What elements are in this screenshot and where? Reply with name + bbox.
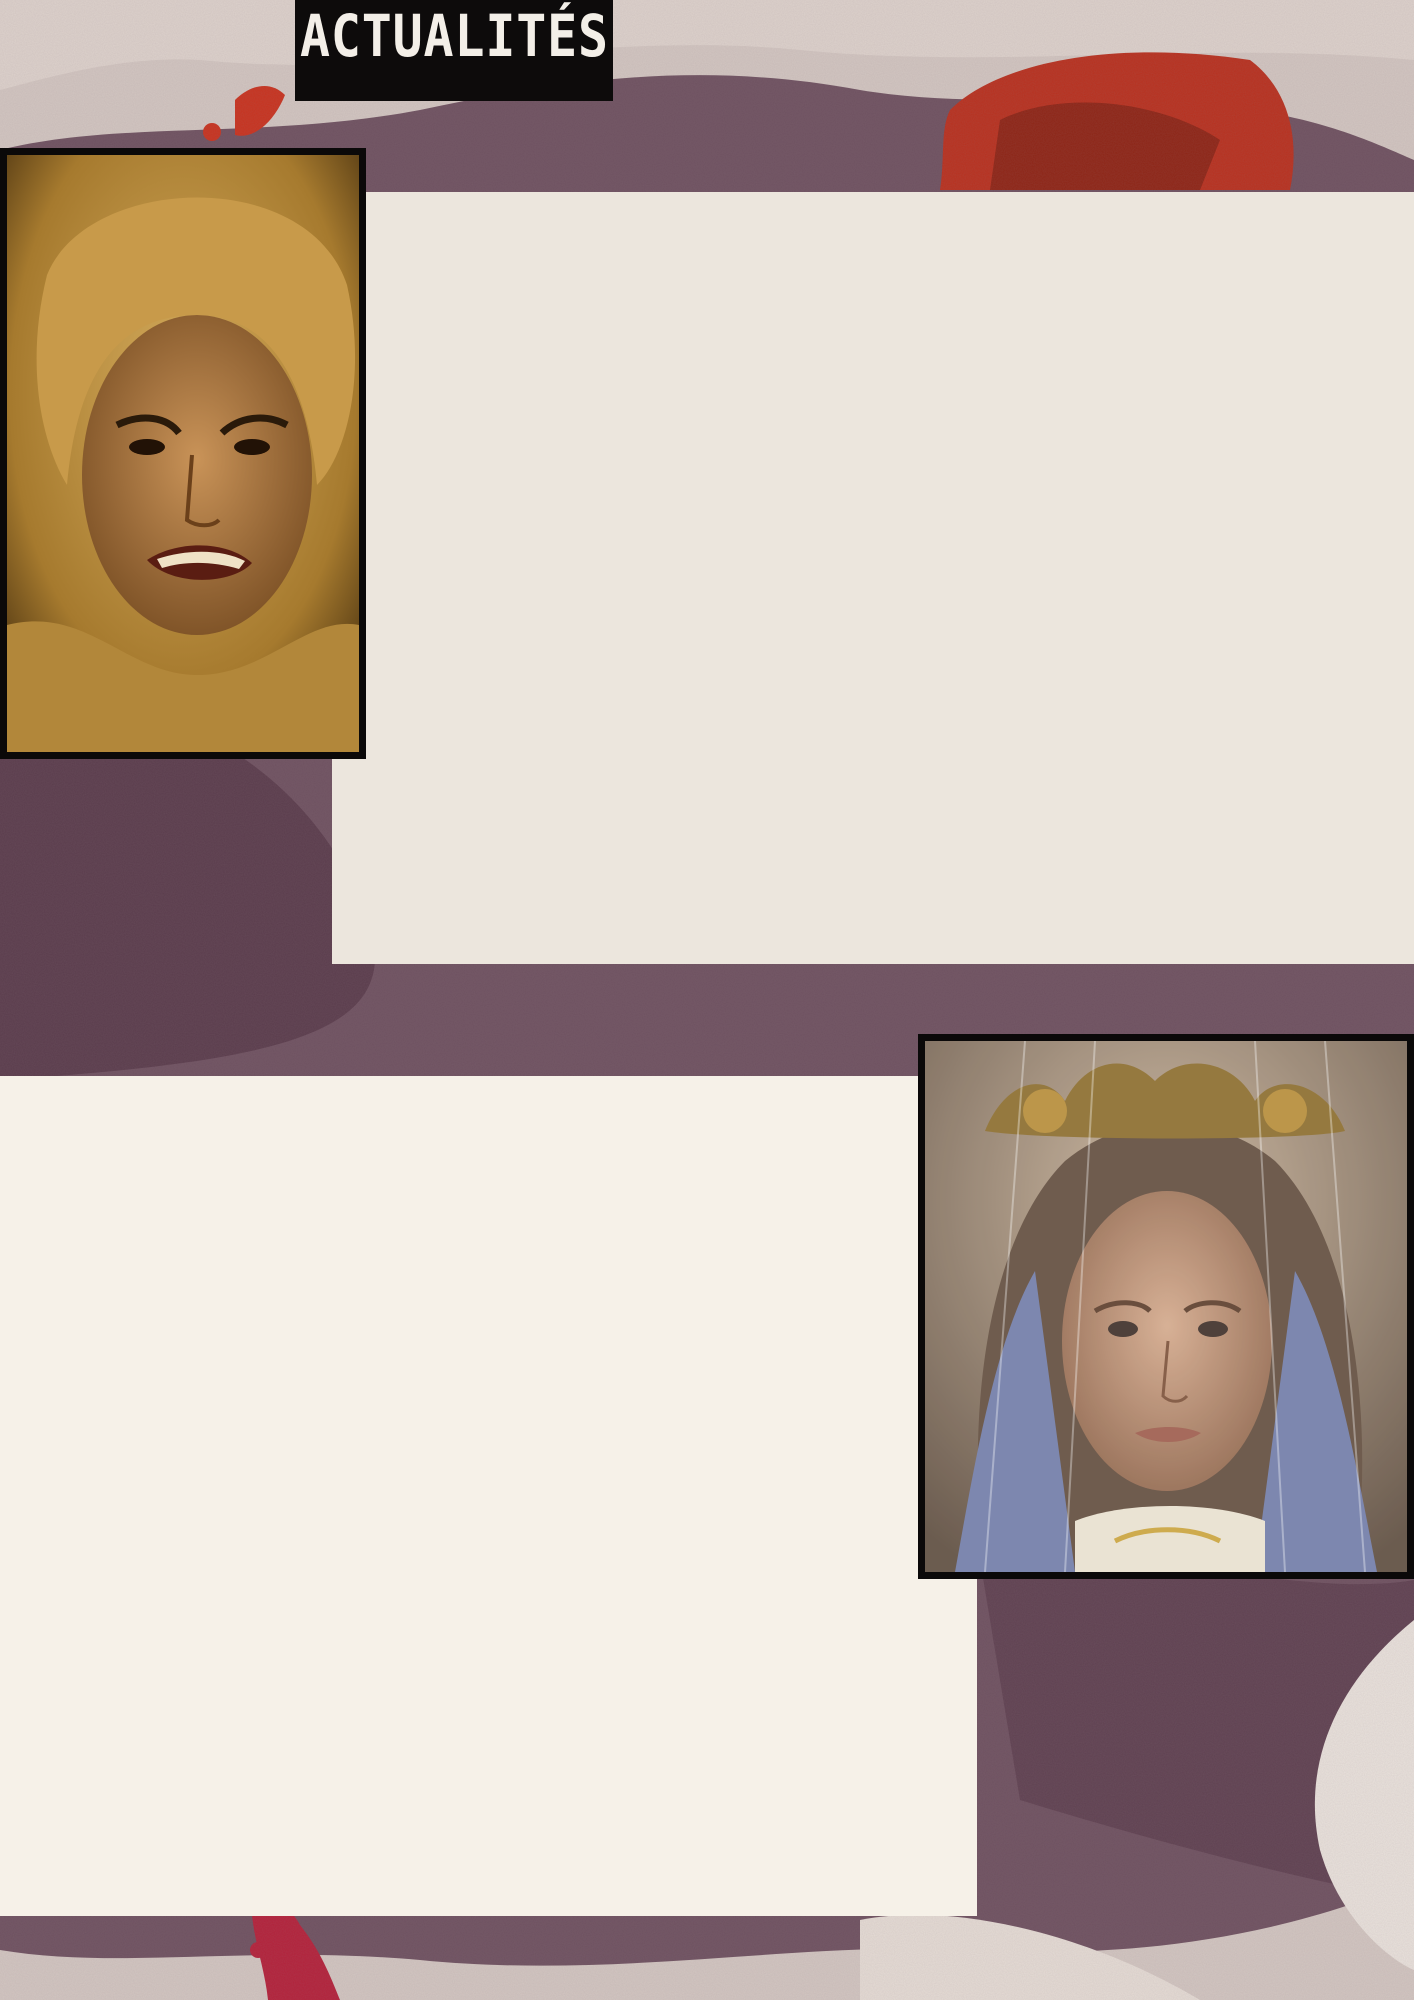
- girl-in-hijab-snarling-photo: [7, 155, 359, 752]
- woman-in-veil-and-crown-photo: [925, 1041, 1407, 1572]
- immaculee-panel: [0, 1076, 977, 1916]
- tiger-stripes-panel: [332, 192, 1414, 964]
- section-header-label: ACTUALITÉS: [300, 2, 609, 70]
- tiger-stripes-still: [0, 148, 366, 759]
- immaculee-still: [918, 1034, 1414, 1579]
- section-header: [295, 0, 613, 101]
